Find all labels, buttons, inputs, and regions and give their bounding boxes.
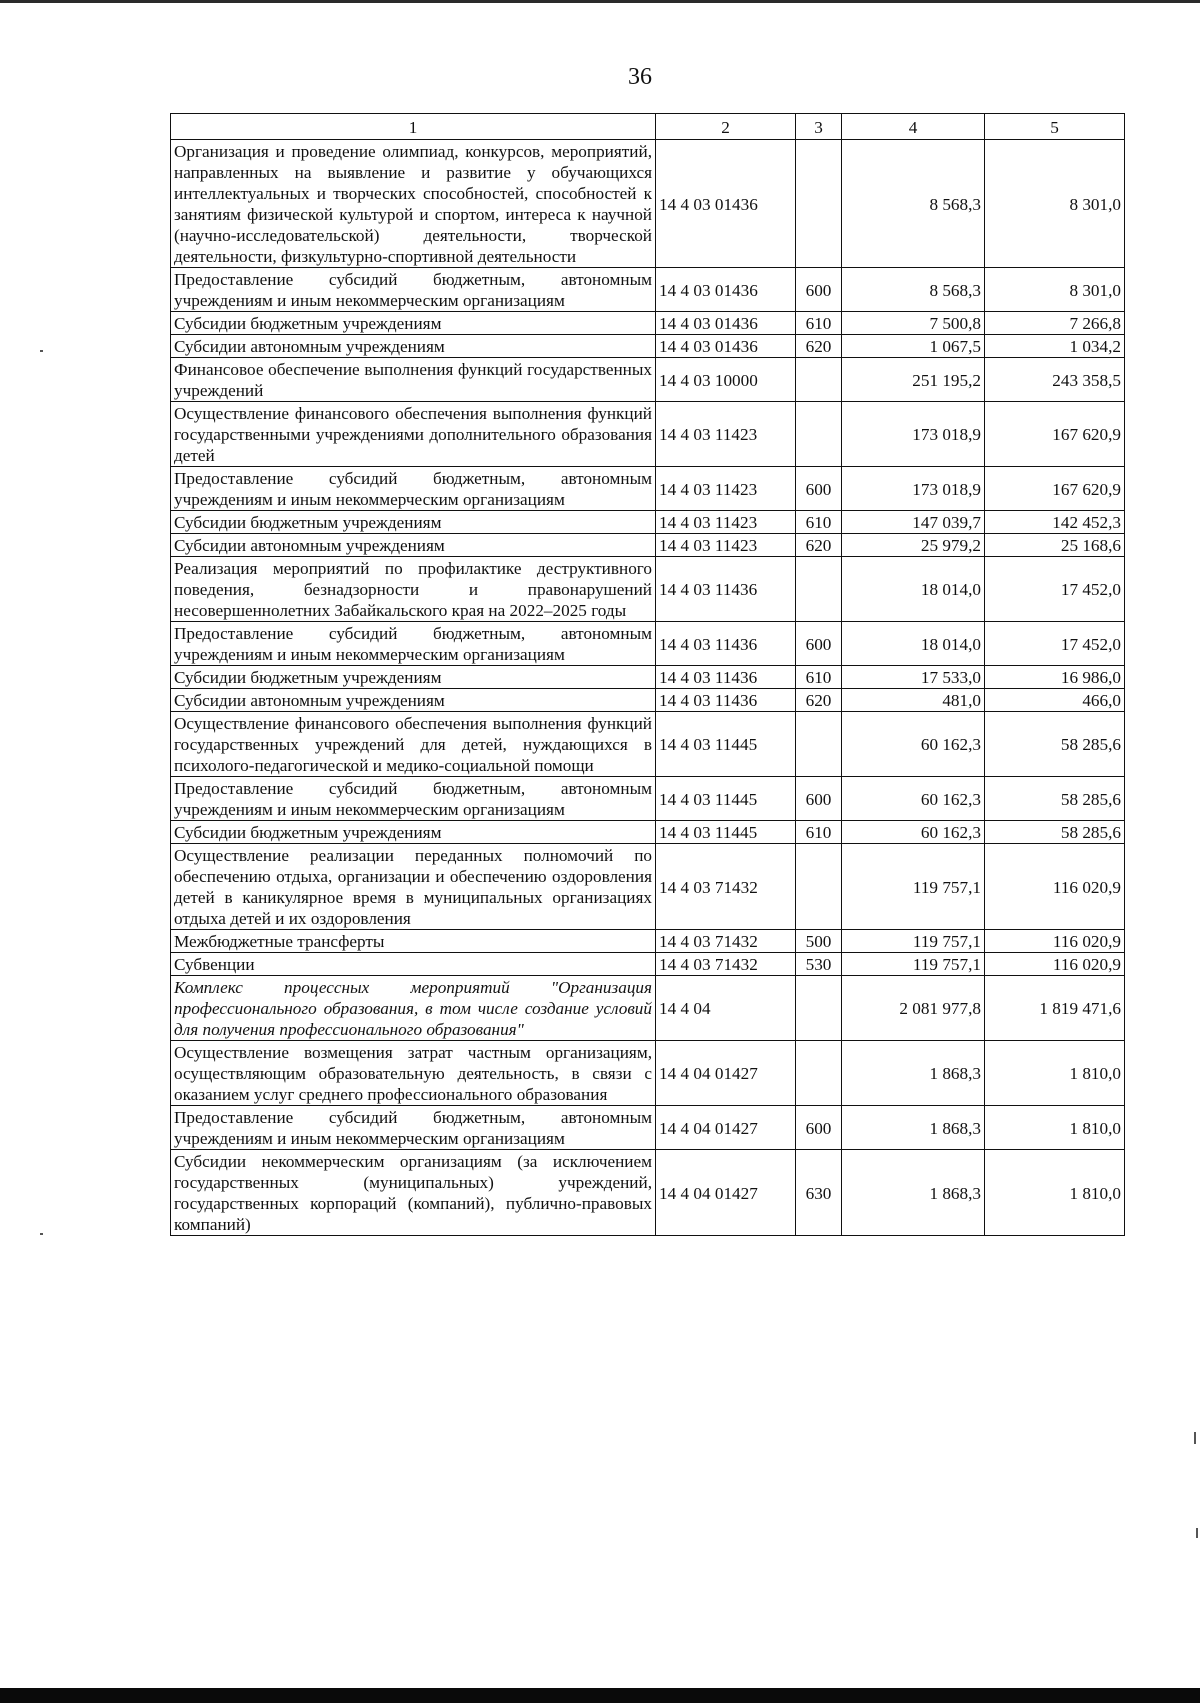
cell-expense-type [796,712,842,777]
cell-name: Предоставление субсидий бюджетным, автономным учреждениям и иным некоммерческим организациям [171,622,656,666]
cell-value-col5: 466,0 [985,689,1125,712]
cell-value-col4: 1 067,5 [842,335,985,358]
cell-value-col4: 2 081 977,8 [842,976,985,1041]
cell-value-col5: 17 452,0 [985,557,1125,622]
header-col-4: 4 [842,114,985,140]
table-row [171,402,1125,467]
cell-value-col4: 1 868,3 [842,1150,985,1236]
cell-value-col4: 17 533,0 [842,666,985,689]
cell-code: 14 4 04 01427 [656,1150,796,1236]
cell-value-col5: 167 620,9 [985,402,1125,467]
cell-expense-type: 620 [796,534,842,557]
table-row [171,1041,1125,1106]
cell-value-col5: 58 285,6 [985,712,1125,777]
cell-expense-type [796,358,842,402]
cell-value-col5: 17 452,0 [985,622,1125,666]
cell-expense-type: 500 [796,930,842,953]
cell-name: Субсидии бюджетным учреждениям [171,511,656,534]
table-row [171,511,1125,534]
cell-value-col5: 1 810,0 [985,1150,1125,1236]
cell-value-col4: 119 757,1 [842,930,985,953]
cell-expense-type: 630 [796,1150,842,1236]
cell-code: 14 4 03 71432 [656,844,796,930]
cell-value-col5: 25 168,6 [985,534,1125,557]
table-row [171,930,1125,953]
table-row [171,335,1125,358]
cell-value-col4: 18 014,0 [842,622,985,666]
cell-value-col5: 167 620,9 [985,467,1125,511]
table-row [171,268,1125,312]
cell-code: 14 4 03 11436 [656,622,796,666]
table-row [171,358,1125,402]
cell-value-col5: 116 020,9 [985,953,1125,976]
cell-value-col4: 7 500,8 [842,312,985,335]
cell-code: 14 4 03 11423 [656,534,796,557]
cell-value-col5: 1 034,2 [985,335,1125,358]
header-col-3: 3 [796,114,842,140]
cell-value-col4: 481,0 [842,689,985,712]
cell-value-col5: 8 301,0 [985,140,1125,268]
cell-value-col5: 1 810,0 [985,1041,1125,1106]
table-row [171,312,1125,335]
cell-name: Межбюджетные трансферты [171,930,656,953]
cell-value-col5: 116 020,9 [985,930,1125,953]
table-row [171,1150,1125,1236]
cell-name: Комплекс процессных мероприятий "Организация профессионального образования, в том числе создание условий для получения профессионального образования" [171,976,656,1041]
cell-expense-type: 600 [796,777,842,821]
cell-code: 14 4 04 [656,976,796,1041]
scan-edge-bottom [0,1688,1200,1703]
table-row [171,557,1125,622]
scan-speck [40,350,43,352]
cell-code: 14 4 03 71432 [656,953,796,976]
cell-value-col4: 60 162,3 [842,712,985,777]
cell-code: 14 4 03 01436 [656,268,796,312]
cell-value-col4: 119 757,1 [842,953,985,976]
cell-expense-type: 530 [796,953,842,976]
cell-expense-type: 610 [796,666,842,689]
cell-name: Финансовое обеспечение выполнения функций государственных учреждений [171,358,656,402]
cell-value-col4: 173 018,9 [842,467,985,511]
cell-value-col4: 147 039,7 [842,511,985,534]
scan-speck [1194,1432,1196,1444]
cell-value-col4: 1 868,3 [842,1106,985,1150]
cell-name: Субсидии некоммерческим организациям (за исключением государственных (муниципальных) учреждений, государственных корпораций (компаний), публично-правовых компаний) [171,1150,656,1236]
cell-name: Субсидии автономным учреждениям [171,335,656,358]
cell-expense-type [796,140,842,268]
cell-value-col5: 58 285,6 [985,777,1125,821]
cell-value-col4: 25 979,2 [842,534,985,557]
cell-value-col5: 58 285,6 [985,821,1125,844]
cell-name: Субсидии автономным учреждениям [171,689,656,712]
table-row [171,140,1125,268]
cell-expense-type [796,1041,842,1106]
table-body [171,140,1125,1236]
cell-code: 14 4 03 01436 [656,312,796,335]
cell-expense-type: 620 [796,335,842,358]
cell-name: Субсидии бюджетным учреждениям [171,821,656,844]
cell-expense-type: 600 [796,467,842,511]
cell-name: Предоставление субсидий бюджетным, автономным учреждениям и иным некоммерческим организациям [171,268,656,312]
cell-name: Субвенции [171,953,656,976]
table-row [171,666,1125,689]
cell-value-col5: 1 810,0 [985,1106,1125,1150]
cell-expense-type [796,976,842,1041]
cell-name: Осуществление реализации переданных полномочий по обеспечению отдыха, организации и обеспечению оздоровления детей в каникулярное время в муниципальных организациях отдыха детей и их оздоровления [171,844,656,930]
cell-name: Предоставление субсидий бюджетным, автономным учреждениям и иным некоммерческим организациям [171,1106,656,1150]
table-row [171,844,1125,930]
cell-value-col4: 251 195,2 [842,358,985,402]
table-row [171,821,1125,844]
scan-speck [1196,1528,1198,1538]
cell-name: Предоставление субсидий бюджетным, автономным учреждениям и иным некоммерческим организациям [171,467,656,511]
cell-code: 14 4 03 11423 [656,511,796,534]
cell-value-col4: 1 868,3 [842,1041,985,1106]
cell-value-col5: 142 452,3 [985,511,1125,534]
scan-edge-top [0,0,1200,3]
cell-name: Предоставление субсидий бюджетным, автономным учреждениям и иным некоммерческим организациям [171,777,656,821]
page-number: 36 [628,64,652,90]
cell-code: 14 4 03 11423 [656,467,796,511]
cell-name: Организация и проведение олимпиад, конкурсов, мероприятий, направленных на выявление и развитие у обучающихся интеллектуальных и творческих способностей, способностей к занятиям физической культурой и спортом, интереса к научной (научно-исследовательской) деятельности, творческой деятельности, физкультурно-спортивной деятельности [171,140,656,268]
table-row [171,953,1125,976]
table-row [171,712,1125,777]
cell-value-col5: 116 020,9 [985,844,1125,930]
table-row [171,976,1125,1041]
cell-code: 14 4 03 11436 [656,557,796,622]
table-row [171,1106,1125,1150]
cell-value-col4: 60 162,3 [842,821,985,844]
cell-value-col5: 7 266,8 [985,312,1125,335]
cell-value-col4: 18 014,0 [842,557,985,622]
cell-code: 14 4 03 71432 [656,930,796,953]
cell-value-col4: 60 162,3 [842,777,985,821]
cell-expense-type: 600 [796,1106,842,1150]
cell-name: Субсидии бюджетным учреждениям [171,312,656,335]
header-col-2: 2 [656,114,796,140]
cell-code: 14 4 03 01436 [656,140,796,268]
cell-code: 14 4 03 11445 [656,777,796,821]
cell-expense-type: 610 [796,312,842,335]
cell-name: Осуществление возмещения затрат частным организациям, осуществляющим образовательную деятельность, в связи с оказанием услуг среднего профессионального образования [171,1041,656,1106]
cell-expense-type [796,557,842,622]
cell-code: 14 4 03 11423 [656,402,796,467]
header-row [171,114,1125,140]
cell-code: 14 4 04 01427 [656,1041,796,1106]
table-row [171,622,1125,666]
cell-value-col5: 8 301,0 [985,268,1125,312]
cell-name: Субсидии автономным учреждениям [171,534,656,557]
cell-name: Субсидии бюджетным учреждениям [171,666,656,689]
cell-code: 14 4 03 11445 [656,821,796,844]
cell-value-col5: 1 819 471,6 [985,976,1125,1041]
cell-code: 14 4 03 10000 [656,358,796,402]
cell-expense-type: 610 [796,511,842,534]
cell-code: 14 4 03 11436 [656,666,796,689]
cell-value-col4: 8 568,3 [842,140,985,268]
cell-expense-type [796,844,842,930]
cell-expense-type [796,402,842,467]
table-row [171,777,1125,821]
cell-expense-type: 600 [796,268,842,312]
cell-expense-type: 620 [796,689,842,712]
cell-value-col4: 8 568,3 [842,268,985,312]
cell-name: Осуществление финансового обеспечения выполнения функций государственными учреждениями дополнительного образования детей [171,402,656,467]
cell-code: 14 4 03 11436 [656,689,796,712]
cell-value-col5: 243 358,5 [985,358,1125,402]
cell-name: Осуществление финансового обеспечения выполнения функций государственных учреждений для детей, нуждающихся в психолого-педагогической и медико-социальной помощи [171,712,656,777]
cell-value-col4: 173 018,9 [842,402,985,467]
cell-code: 14 4 03 11445 [656,712,796,777]
cell-expense-type: 600 [796,622,842,666]
cell-value-col5: 16 986,0 [985,666,1125,689]
header-col-5: 5 [985,114,1125,140]
budget-table [170,113,1125,1236]
cell-code: 14 4 04 01427 [656,1106,796,1150]
table-row [171,534,1125,557]
cell-value-col4: 119 757,1 [842,844,985,930]
cell-expense-type: 610 [796,821,842,844]
table-row [171,467,1125,511]
table-row [171,689,1125,712]
header-col-1: 1 [171,114,656,140]
scan-speck [40,1233,43,1235]
cell-name: Реализация мероприятий по профилактике деструктивного поведения, безнадзорности и правонарушений несовершеннолетних Забайкальского края на 2022–2025 годы [171,557,656,622]
cell-code: 14 4 03 01436 [656,335,796,358]
